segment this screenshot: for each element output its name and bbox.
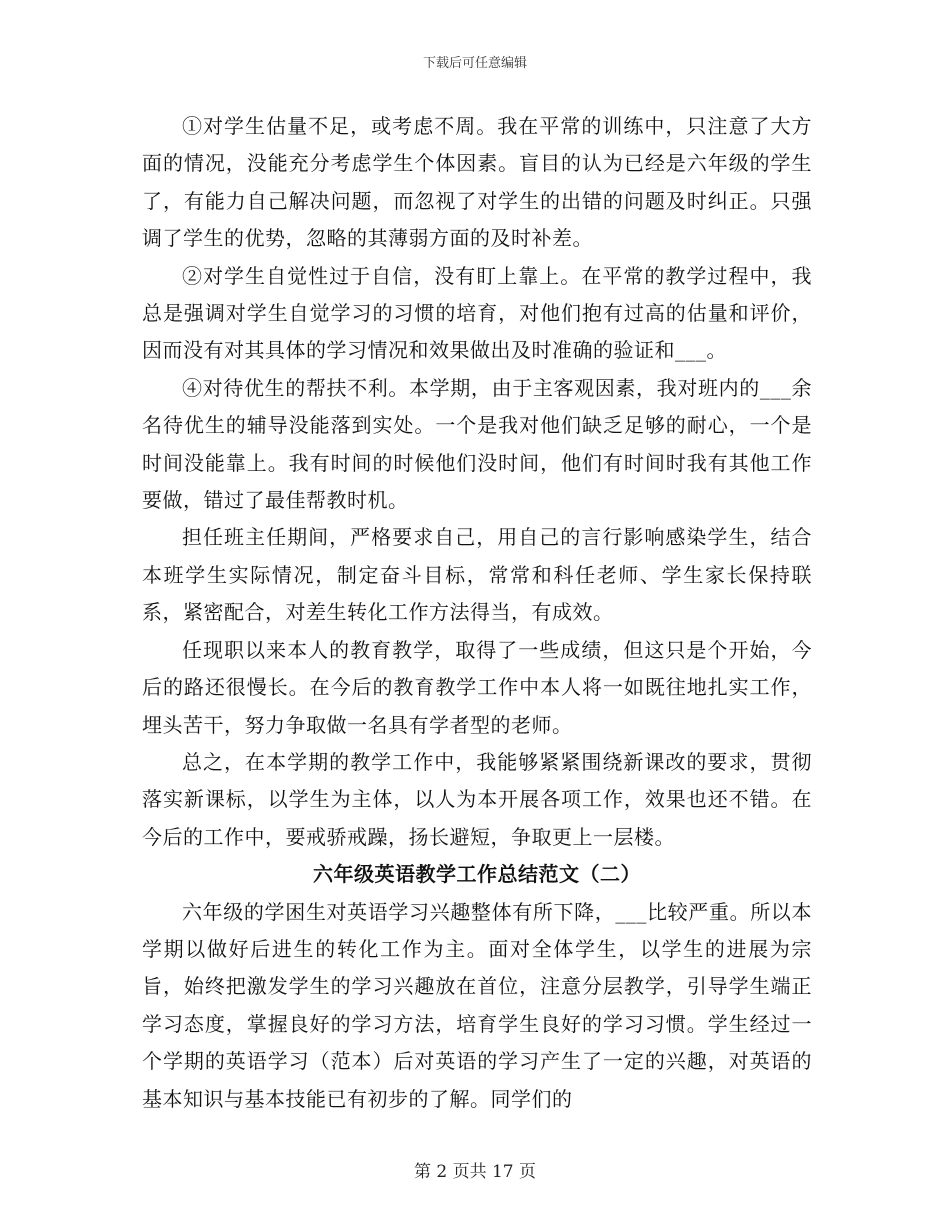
paragraph-1: ①对学生估量不足，或考虑不周。我在平常的训练中，只注意了大方面的情况，没能充分考虑学生个体因素。盲目的认为已经是六年级的学生了，有能力自己解决问题，而忽视了对学生的出错的问题及时纠正。只强调了学生的优势，忽略的其薄弱方面的及时补差。 xyxy=(142,114,812,251)
page-header: 下载后可任意编辑 xyxy=(422,56,527,71)
section-title: 六年级英语教学工作总结范文（二） xyxy=(313,862,641,887)
section-paragraph-1: 六年级的学困生对英语学习兴趣整体有所下降，___比较严重。所以本学期以做好后进生的转化工作为主。面对全体学生，以学生的进展为宗旨，始终把激发学生的学习兴趣放在首位，注意分层教学，引导学生端正学习态度，掌握良好的学习方法，培育学生良好的学习习惯。学生经过一个学期的英语学习（范本）后对英语的学习产生了一定的兴趣，对英语的基本知识与基本技能已有初步的了解。同学们的 xyxy=(142,899,812,1111)
paragraph-5: 任现职以来本人的教育教学，取得了一些成绩，但这只是个开始，今后的路还很慢长。在今后的教育教学工作中本人将一如既往地扎实工作，埋头苦干，努力争取做一名具有学者型的老师。 xyxy=(142,637,812,737)
paragraph-2: ②对学生自觉性过于自信，没有盯上靠上。在平常的教学过程中，我总是强调对学生自觉学习的习惯的培育，对他们抱有过高的估量和评价，因而没有对其具体的学习情况和效果做出及时准确的验证和___。 xyxy=(142,263,812,363)
page-footer: 第 2 页共 17 页 xyxy=(413,1162,537,1182)
document-body xyxy=(142,108,812,1118)
paragraph-4: 担任班主任期间，严格要求自己，用自己的言行影响感染学生，结合本班学生实际情况，制定奋斗目标，常常和科任老师、学生家长保持联系，紧密配合，对差生转化工作方法得当，有成效。 xyxy=(142,525,812,625)
paragraph-3: ④对待优生的帮扶不利。本学期，由于主客观因素，我对班内的___余名待优生的辅导没能落到实处。一个是我对他们缺乏足够的耐心，一个是时间没能靠上。我有时间的时候他们没时间，他们有时间时我有其他工作要做，错过了最佳帮教时机。 xyxy=(142,375,812,513)
paragraph-6: 总之，在本学期的教学工作中，我能够紧紧围绕新课改的要求，贯彻落实新课标，以学生为主体，以人为本开展各项工作，效果也还不错。在今后的工作中，要戒骄戒躁，扬长避短，争取更上一层楼。 xyxy=(142,749,812,849)
